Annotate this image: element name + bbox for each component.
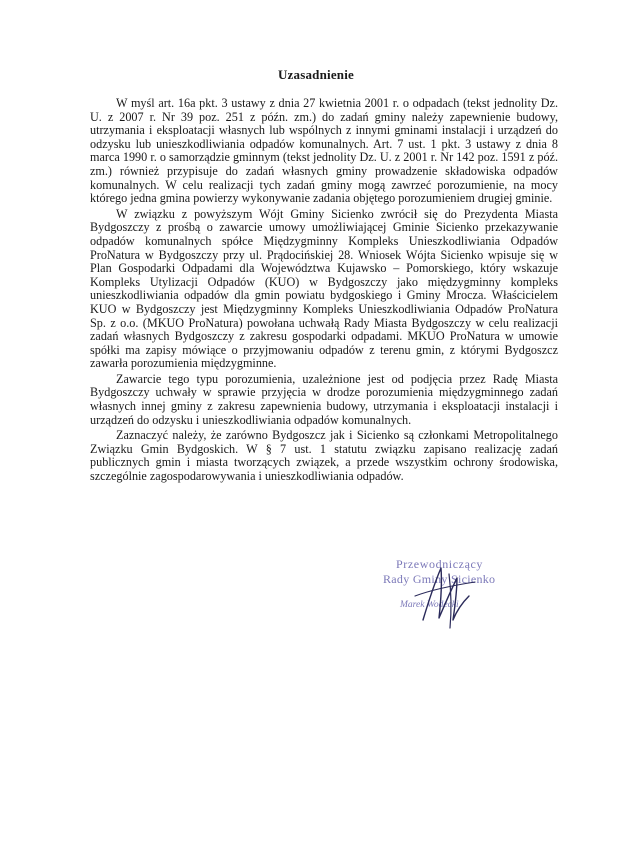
stamp-line-name: Marek Wodecki xyxy=(400,600,459,610)
document-body xyxy=(90,97,558,486)
paragraph-metropolitan-union: Zaznaczyć należy, że zarówno Bydgoszcz jak i Sicienko są członkami Metropolitalnego Związku Gmin Bydgoskich. W § 7 ust. 1 statutu związku zapisano realizację zadań publicznych gmin i miasta tworzących związek, a przede wszystkim ochrony środowiska, szczególnie zagospodarowywania i unieszkodliwiania odpadów. xyxy=(90,428,558,484)
document-title: Uzasadnienie xyxy=(277,67,355,82)
paragraph-legal-basis: W myśl art. 16a pkt. 3 ustawy z dnia 27 kwietnia 2001 r. o odpadach (tekst jednolity Dz. U. z 2007 r. Nr 39 poz. 251 z późn. zm.) do zadań gminy należy zapewnienie budowy, utrzymania i eksploatacji własnych lub wspólnych z innymi gminami instalacji i urządzeń do odzysku lub unieszkodliwiania odpadów komunalnych. Art. 7 ust. 1 pkt. 3 ustawy z dnia 8 marca 1990 r. o samorządzie gminnym (tekst jednolity Dz. U. z 2001 r. Nr 142 poz. 1591 z póź. zm.) również przypisuje do zadań własnych gminy prowadzenie składowiska odpadów komunalnych. W celu realizacji tych zadań gminy mogą zawrzeć porozumienie, na mocy którego jedna gmina powierzy wykonywanie zadania objętego porozumieniem drugiej gminie. xyxy=(90,96,558,206)
paragraph-request: W związku z powyższym Wójt Gminy Sicienko zwrócił się do Prezydenta Miasta Bydgoszczy z prośbą o zawarcie umowy umożliwiającej Gminie Sicienko przekazywanie odpadów komunalnych spółce Międzygminny Kompleks Unieszkodliwiania Odpadów ProNatura w Bydgoszczy przy ul. Prądocińskiej 28. Wniosek Wójta Sicienko wpisuje się w Plan Gospodarki Odpadami dla Województwa Kujawsko – Pomorskiego, który wskazuje Kompleks Utylizacji Odpadów (KUO) w Bydgoszczy jako międzygminny kompleks unieszkodliwiania odpadów dla gmin powiatu bydgoskiego i Gminy Mrocza. Właścicielem KUO w Bydgoszczy jest Międzygminny Kompleks Unieszkodliwiania Odpadów ProNatura Sp. z o.o. (MKUO ProNatura) powołana uchwałą Rady Miasta Bydgoszczy w celu realizacji zadań własnych Bydgoszczy z zakresu gospodarki odpadami. MKUO ProNatura w umowie spółki ma zapisy mówiące o przyjmowaniu odpadów z terenu gmin, z którymi Bydgoszcz zawarła porozumienia międzygminne. xyxy=(90,206,558,371)
paragraph-agreement-condition: Zawarcie tego typu porozumienia, uzależnione jest od podjęcia przez Radę Miasta Bydgoszczy uchwały w sprawie przyjęcia w drodze porozumienia międzygminnego zadań własnych innej gminy z zakresu zapewnienia budowy, utrzymania i eksploatacji instalacji i urządzeń do odzysku i unieszkodliwiania odpadów komunalnych. xyxy=(90,371,558,427)
stamp-line-council: Rady Gminy Sicienko xyxy=(383,572,496,586)
handwritten-signature xyxy=(405,560,485,632)
stamp-line-title: Przewodniczący xyxy=(396,557,484,571)
